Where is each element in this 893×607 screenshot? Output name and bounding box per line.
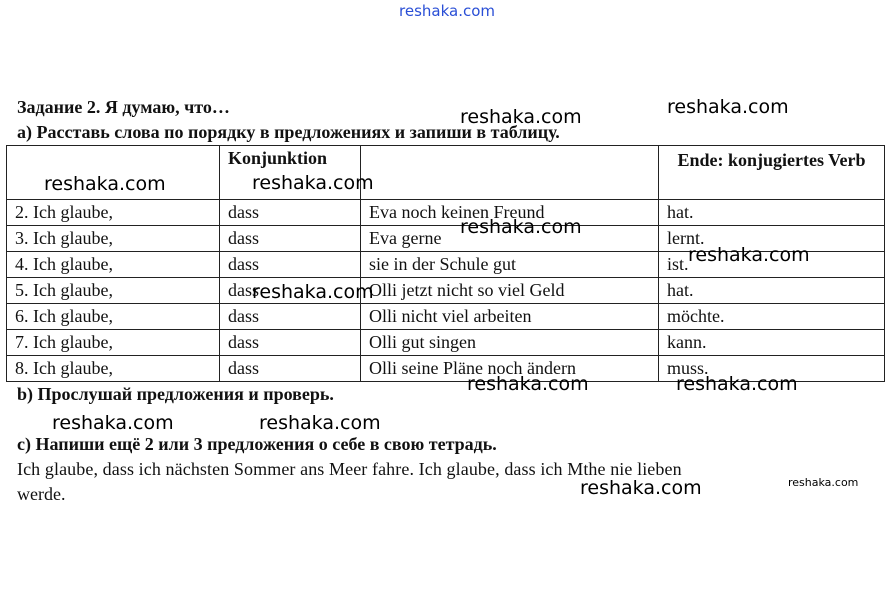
- table-cell: Olli gut singen: [361, 330, 659, 356]
- table-cell: 2. Ich glaube,: [7, 200, 220, 226]
- watermark[interactable]: reshaka.com: [252, 281, 374, 303]
- table-cell: 8. Ich glaube,: [7, 356, 220, 382]
- watermark[interactable]: reshaka.com: [259, 412, 381, 434]
- table-cell: Olli seine Pläne noch ändern: [361, 356, 659, 382]
- watermark[interactable]: reshaka.com: [460, 106, 582, 128]
- task-title: Задание 2. Я думаю, что…: [17, 97, 230, 117]
- table-cell: 3. Ich glaube,: [7, 226, 220, 252]
- watermark[interactable]: reshaka.com: [580, 477, 702, 499]
- watermark[interactable]: reshaka.com: [467, 373, 589, 395]
- table-cell: 6. Ich glaube,: [7, 304, 220, 330]
- table-cell: 5. Ich glaube,: [7, 278, 220, 304]
- watermark[interactable]: reshaka.com: [676, 373, 798, 395]
- table-cell: lernt.: [659, 226, 885, 252]
- table-cell: hat.: [659, 200, 885, 226]
- table-cell: 7. Ich glaube,: [7, 330, 220, 356]
- watermark-small[interactable]: reshaka.com: [788, 476, 859, 489]
- watermark[interactable]: reshaka.com: [44, 173, 166, 195]
- watermark[interactable]: reshaka.com: [688, 244, 810, 266]
- answer-text-line1: Ich glaube, dass ich nächsten Sommer ans Meer fahre. Ich glaube, dass ich Mthe nie lieben: [17, 459, 682, 479]
- table-cell: Olli jetzt nicht so viel Geld: [361, 278, 659, 304]
- answer-text-line2: werde.: [17, 484, 66, 504]
- watermark-top[interactable]: reshaka.com: [399, 2, 495, 20]
- table-cell: dass: [220, 200, 361, 226]
- table-cell: Olli nicht viel arbeiten: [361, 304, 659, 330]
- watermark[interactable]: reshaka.com: [52, 412, 174, 434]
- table-row: [7, 304, 885, 330]
- table-cell: dass: [220, 226, 361, 252]
- table-cell: ist.: [659, 252, 885, 278]
- table-cell: dass: [220, 278, 361, 304]
- table-cell: hat.: [659, 278, 885, 304]
- part-b-instruction: b) Прослушай предложения и проверь.: [17, 384, 334, 404]
- table-cell: Eva gerne: [361, 226, 659, 252]
- table-cell: kann.: [659, 330, 885, 356]
- table-row: [7, 200, 885, 226]
- watermark[interactable]: reshaka.com: [252, 172, 374, 194]
- table-cell: dass: [220, 304, 361, 330]
- table-cell: dass: [220, 330, 361, 356]
- table-cell: 4. Ich glaube,: [7, 252, 220, 278]
- table-header-cell: [361, 146, 659, 200]
- part-a-instruction: a) Расставь слова по порядку в предложениях и запиши в таблицу.: [17, 122, 560, 142]
- table-row: [7, 330, 885, 356]
- table-cell: möchte.: [659, 304, 885, 330]
- table-cell: muss.: [659, 356, 885, 382]
- table-cell: sie in der Schule gut: [361, 252, 659, 278]
- watermark[interactable]: reshaka.com: [460, 216, 582, 238]
- table-row: [7, 278, 885, 304]
- table-cell: dass: [220, 356, 361, 382]
- watermark[interactable]: reshaka.com: [667, 96, 789, 118]
- table-cell: Eva noch keinen Freund: [361, 200, 659, 226]
- part-c-instruction: c) Напиши ещё 2 или 3 предложения о себе в свою тетрадь.: [17, 434, 497, 454]
- table-header-cell: Konjunktion: [220, 146, 361, 200]
- table-header-cell: Ende: konjugiertes Verb: [659, 146, 885, 200]
- table-cell: dass: [220, 252, 361, 278]
